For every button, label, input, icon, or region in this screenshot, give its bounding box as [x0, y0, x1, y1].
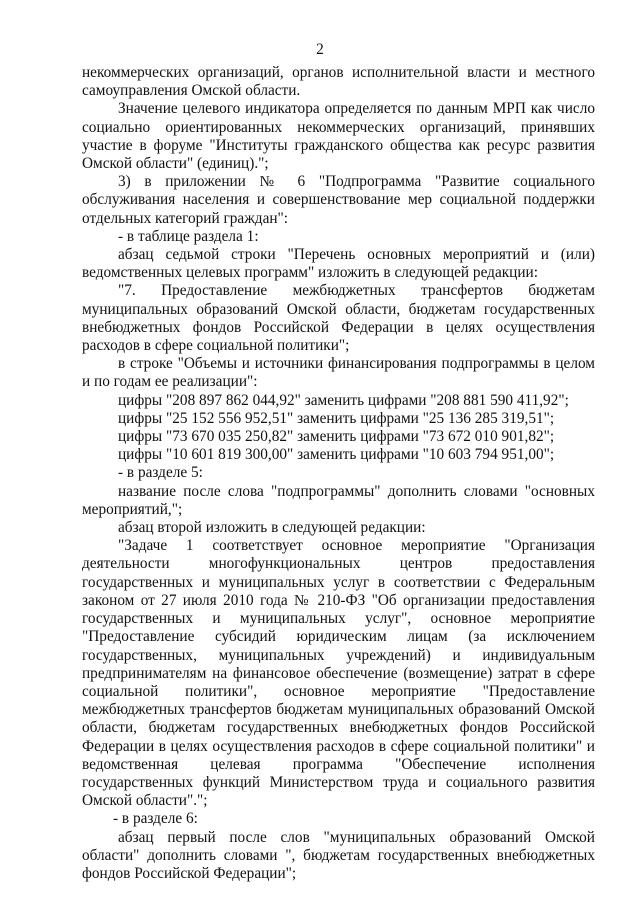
paragraph: абзац первый после слов "муниципальных образований Омской области" дополнить словами ", бюджетам государственных внебюджетных фондов Российской Федерации"; [82, 828, 595, 882]
document-body [82, 64, 595, 883]
paragraph: цифры "10 601 819 300,00" заменить цифрами "10 603 794 951,00"; [118, 446, 555, 464]
paragraph: - в разделе 6: [113, 810, 198, 828]
paragraph: 3) в приложении № 6 "Подпрограмма "Развитие социального обслуживания населения и совершенствование мер социальной поддержки отдельных категорий граждан": [82, 173, 595, 227]
paragraph: цифры "25 152 556 952,51" заменить цифрами "25 136 285 319,51"; [118, 409, 555, 427]
paragraph: цифры "73 670 035 250,82" заменить цифрами "73 672 010 901,82"; [118, 428, 555, 446]
paragraph: - в таблице раздела 1: [118, 227, 259, 245]
paragraph: цифры "208 897 862 044,92" заменить цифрами "208 881 590 411,92"; [118, 391, 569, 409]
paragraph: абзац седьмой строки "Перечень основных мероприятий и (или) ведомственных целевых программ" изложить в следующей редакции: [82, 246, 595, 282]
paragraph: "Задаче 1 соответствует основное мероприятие "Организация деятельности многофункциональных центров предоставления государственных и муниципальных услуг в соответствии с Федеральным законом от 27 июля 2010 года № 210-ФЗ "Об организации предоставления государственных и муниципальных услуг", основное мероприятие "Предоставление субсидий юридическим лицам (за исключением государственных, муниципальных учреждений) и индивидуальным предпринимателям на финансовое обеспечение (возмещение) затрат в сфере социальной политики", основное мероприятие "Предоставление межбюджетных трансфертов бюджетам муниципальных образований Омской области, бюджетам государственных внебюджетных фондов Российской Федерации в целях осуществления расходов в сфере социальной политики" и ведомственная целевая программа "Обеспечение исполнения государственных функций Министерством труда и социального развития Омской области"."; [82, 537, 595, 810]
paragraph: - в разделе 5: [118, 464, 203, 482]
paragraph: абзац второй изложить в следующей редакции: [118, 519, 426, 537]
paragraph: название после слова "подпрограммы" дополнить словами "основных мероприятий,"; [82, 482, 595, 518]
paragraph: некоммерческих организаций, органов исполнительной власти и местного самоуправления Омской области. [82, 64, 595, 100]
paragraph: Значение целевого индикатора определяется по данным МРП как число социально ориентированных некоммерческих организаций, принявших участие в форуме "Институты гражданского общества как ресурс развития Омской области" (единиц)."; [82, 100, 595, 173]
paragraph: в строке "Объемы и источники финансирования подпрограммы в целом и по годам ее реализации": [82, 355, 595, 391]
paragraph: "7. Предоставление межбюджетных трансфертов бюджетам муниципальных образований Омской области, бюджетам государственных внебюджетных фондов Российской Федерации в целях осуществления расходов в сфере социальной политики"; [82, 282, 595, 355]
page-number: 2 [316, 41, 324, 58]
